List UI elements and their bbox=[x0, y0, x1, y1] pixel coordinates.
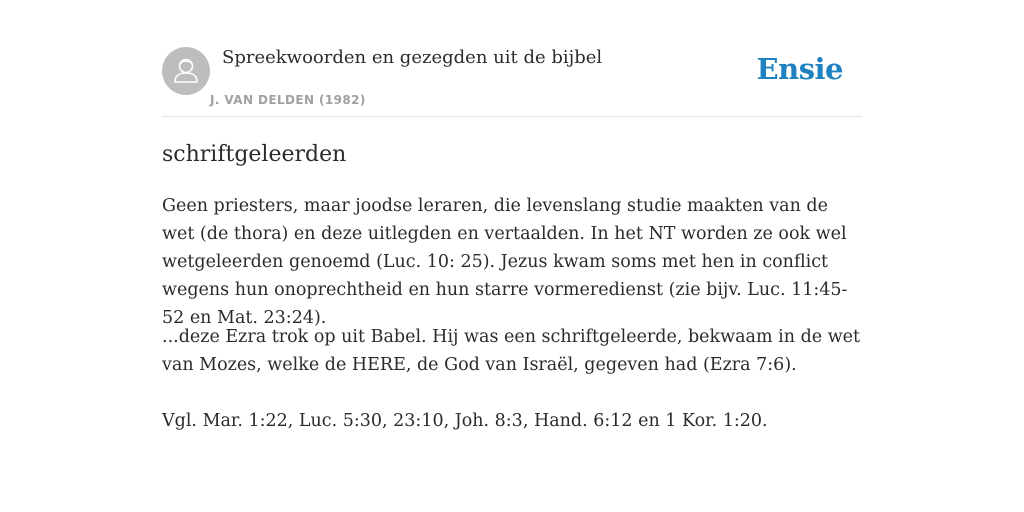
article-paragraph: Vgl. Mar. 1:22, Luc. 5:30, 23:10, Joh. 8:3, Hand. 6:12 en 1 Kor. 1:20. bbox=[162, 411, 768, 431]
source-header bbox=[162, 0, 862, 117]
page-title: schriftgeleerden bbox=[162, 142, 347, 167]
source-title[interactable]: Spreekwoorden en gezegden uit de bijbel bbox=[222, 47, 603, 68]
article-paragraph: ...deze Ezra trok op uit Babel. Hij was een schriftgeleerde, bekwaam in de wet van Mozes, welke de HERE, de God van Israël, gegeven had (Ezra 7:6). bbox=[162, 327, 861, 375]
source-author[interactable]: J. VAN DELDEN (1982) bbox=[210, 93, 366, 107]
article-paragraph: Geen priesters, maar joodse leraren, die levenslang studie maakten van de wet (de thora) en deze uitlegden en vertaalden. In het NT worden ze ook wel wetgeleerden genoemd (Luc. 10: 25). Jezus kwam soms met hen in conflict wegens hun onoprechtheid en hun starre vormeredienst (zie bijv. Luc. 11:45-52 en Mat. 23:24). bbox=[162, 196, 848, 328]
person-placeholder-icon bbox=[162, 47, 210, 95]
page-container bbox=[162, 0, 862, 431]
author-avatar[interactable] bbox=[162, 47, 210, 95]
ensie-logo[interactable]: Ensie bbox=[756, 52, 843, 86]
